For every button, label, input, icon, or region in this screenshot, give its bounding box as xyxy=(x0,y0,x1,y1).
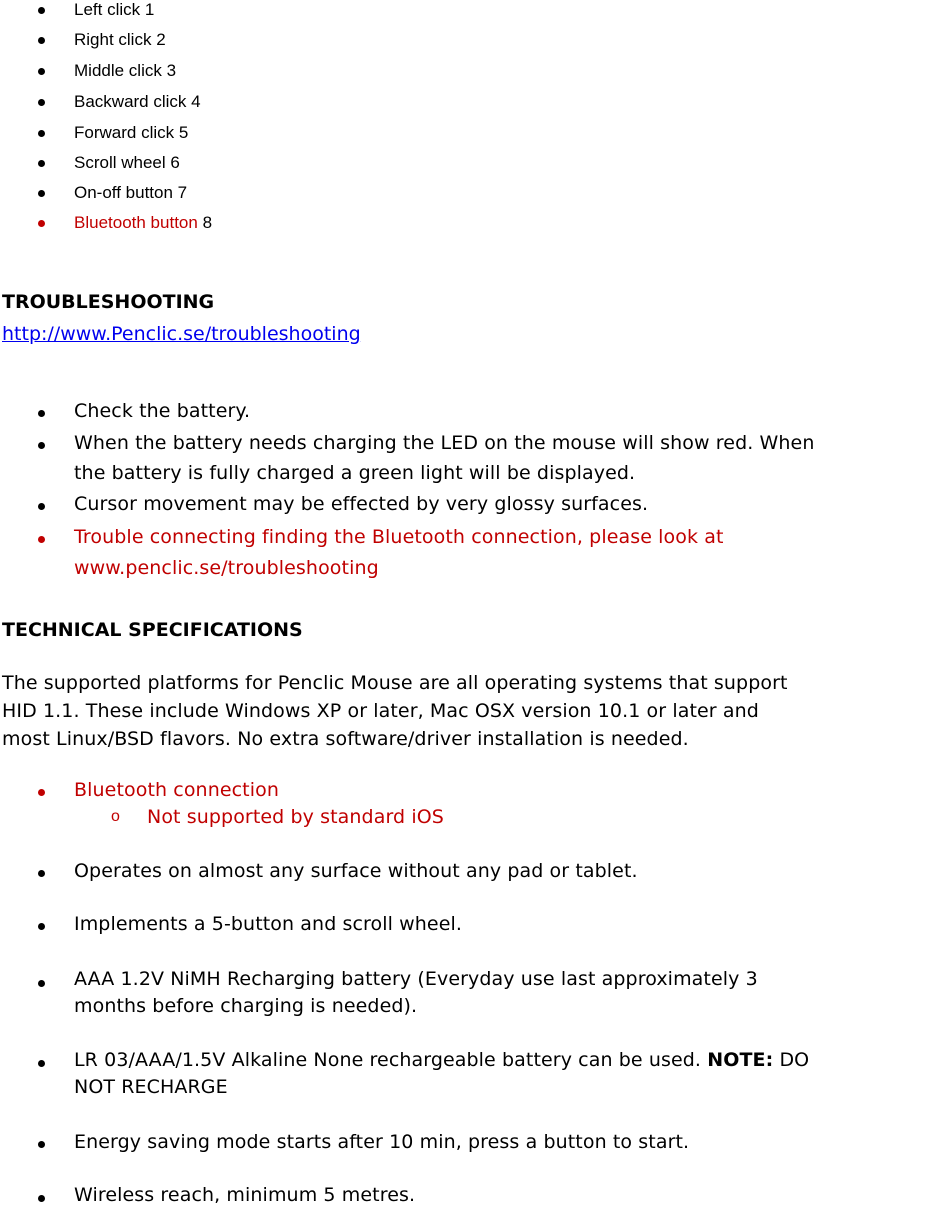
bullet-icon xyxy=(38,7,45,14)
specs-intro-line: most Linux/BSD flavors. No extra software/driver installation is needed. xyxy=(2,728,689,750)
bullet-icon xyxy=(38,37,45,44)
list-item-continuation: months before charging is needed). xyxy=(74,995,418,1017)
bullet-icon xyxy=(38,160,45,167)
list-item: Cursor movement may be effected by very glossy surfaces. xyxy=(74,493,649,515)
troubleshooting-link[interactable]: http://www.Penclic.se/troubleshooting xyxy=(2,323,361,345)
bullet-icon xyxy=(38,1141,45,1148)
specs-heading: TECHNICAL SPECIFICATIONS xyxy=(2,619,303,641)
list-item: LR 03/AAA/1.5V Alkaline None rechargeable battery can be used. NOTE: DO xyxy=(74,1049,810,1071)
list-sub-item: Not supported by standard iOS xyxy=(147,806,444,828)
list-item: Scroll wheel 6 xyxy=(74,153,180,172)
bullet-icon xyxy=(38,980,45,987)
bullet-icon xyxy=(38,536,45,543)
bullet-icon xyxy=(38,1060,45,1067)
list-item: Energy saving mode starts after 10 min, press a button to start. xyxy=(74,1131,690,1153)
bullet-icon xyxy=(38,923,45,930)
list-item: Middle click 3 xyxy=(74,61,177,80)
list-item: Right click 2 xyxy=(74,30,166,49)
bullet-icon xyxy=(38,99,45,106)
specs-intro-line: The supported platforms for Penclic Mouse are all operating systems that support xyxy=(2,672,788,694)
list-item: Operates on almost any surface without any pad or tablet. xyxy=(74,860,638,882)
sub-bullet-icon: o xyxy=(111,808,120,825)
list-item-continuation: NOT RECHARGE xyxy=(74,1076,228,1098)
list-item: Trouble connecting finding the Bluetooth connection, please look at xyxy=(74,526,724,548)
list-item-continuation: the battery is fully charged a green light will be displayed. xyxy=(74,462,636,484)
list-item: On-off button 7 xyxy=(74,183,188,202)
bullet-icon xyxy=(38,1195,45,1202)
list-item: Bluetooth connection xyxy=(74,779,279,801)
bullet-icon xyxy=(38,789,45,796)
list-item-continuation: www.penclic.se/troubleshooting xyxy=(74,557,379,579)
list-item: Forward click 5 xyxy=(74,123,189,142)
specs-intro-line: HID 1.1. These include Windows XP or later, Mac OSX version 10.1 or later and xyxy=(2,700,759,722)
list-item: Implements a 5-button and scroll wheel. xyxy=(74,913,463,935)
bullet-icon xyxy=(38,410,45,417)
bullet-icon xyxy=(38,442,45,449)
bullet-icon xyxy=(38,190,45,197)
troubleshooting-heading: TROUBLESHOOTING xyxy=(2,291,215,313)
bullet-icon xyxy=(38,220,45,227)
list-item: Wireless reach, minimum 5 metres. xyxy=(74,1184,416,1206)
note-label: NOTE: xyxy=(707,1049,774,1071)
list-item: Check the battery. xyxy=(74,400,251,422)
list-item: When the battery needs charging the LED on the mouse will show red. When xyxy=(74,432,815,454)
list-item: Bluetooth button 8 xyxy=(74,213,213,232)
list-item: AAA 1.2V NiMH Recharging battery (Everyday use last approximately 3 xyxy=(74,968,758,990)
list-item: Backward click 4 xyxy=(74,92,201,111)
bullet-icon xyxy=(38,503,45,510)
bullet-icon xyxy=(38,130,45,137)
bullet-icon xyxy=(38,870,45,877)
bullet-icon xyxy=(38,68,45,75)
list-item: Left click 1 xyxy=(74,0,155,19)
